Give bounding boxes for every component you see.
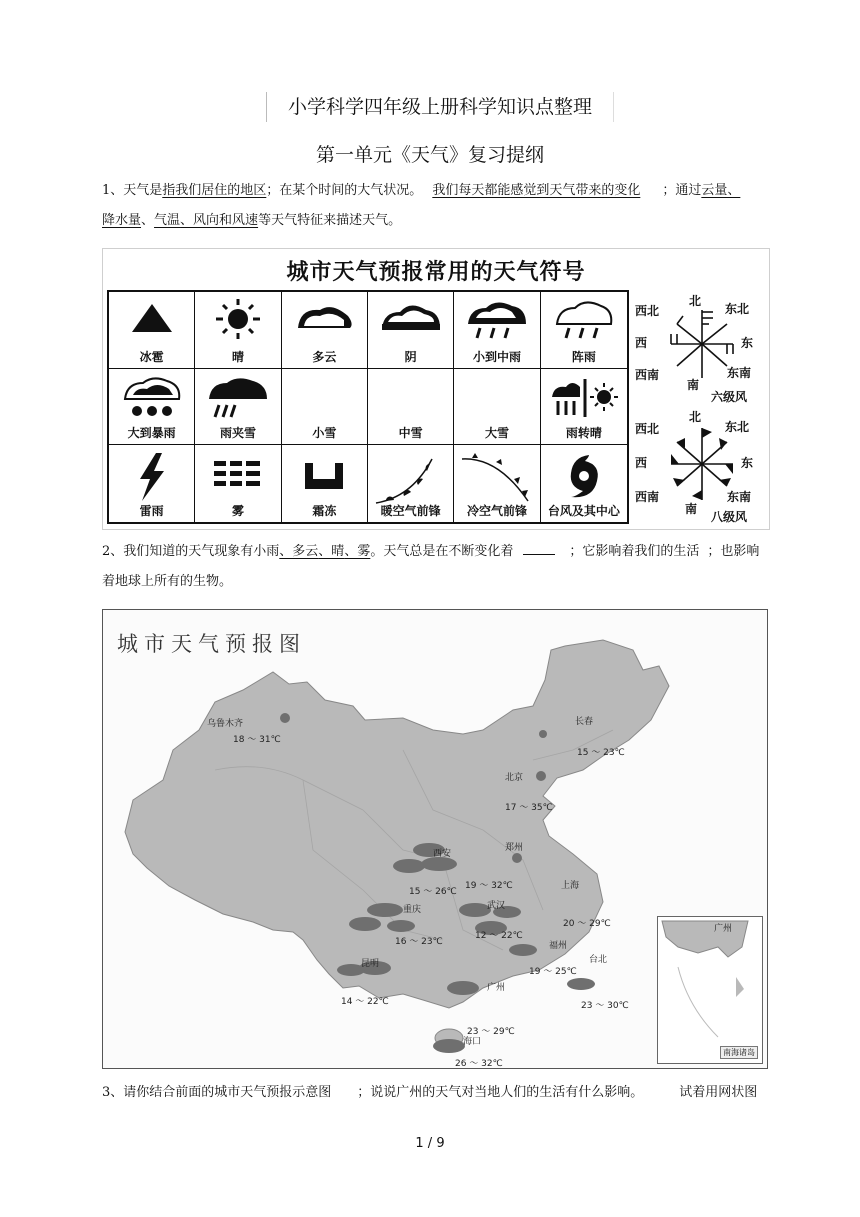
- wind-label: 西北: [635, 422, 660, 436]
- wind-label: 东北: [725, 420, 750, 434]
- symbol-cell: [282, 292, 368, 369]
- p3-text: ；说说广州的天气对当地人们的生活有什么影响。: [357, 1085, 644, 1100]
- inset-map-shape: [658, 917, 762, 1063]
- wind-label: 东: [741, 456, 754, 470]
- city-temp: 26 ～ 32℃: [455, 1059, 503, 1069]
- paragraph-1: [102, 176, 772, 236]
- wind-label: 西南: [635, 368, 660, 382]
- weather-forecast-map: [102, 609, 768, 1069]
- symbol-label: 大雪: [484, 426, 509, 441]
- symbol-label: 雷雨: [139, 503, 164, 518]
- symbol-label: 台风及其中心: [547, 503, 620, 518]
- wind-label: 西: [635, 336, 648, 350]
- symbol-label: 雨转晴: [565, 426, 602, 441]
- wind-label: 南: [685, 502, 698, 516]
- p2-text: 2、我们知道的天气现象有小雨: [102, 544, 280, 559]
- city-temp: 12 ～ 22℃: [475, 931, 523, 941]
- p2-text: ；也影响: [707, 544, 760, 559]
- city-temp: 17 ～ 35℃: [505, 803, 553, 813]
- frost-icon: [299, 451, 349, 495]
- showers-icon: [551, 298, 617, 342]
- city-label: 上海: [561, 881, 580, 891]
- city-temp: 19 ～ 32℃: [465, 881, 513, 891]
- symbol-cell: [282, 445, 368, 522]
- wind-label: 东南: [727, 366, 752, 380]
- p1-text: ；通过: [662, 183, 702, 198]
- symbol-label: 中雪: [398, 426, 423, 441]
- symbol-label: 暖空气前锋: [380, 503, 441, 518]
- city-label: 郑州: [505, 843, 524, 853]
- city-label: 福州: [549, 941, 568, 951]
- symbol-cell: [109, 445, 195, 522]
- fill-blank: [523, 542, 555, 555]
- city-label: 台北: [589, 955, 608, 965]
- p2-underline: 、多云: [279, 544, 319, 559]
- page-number: 1 / 9: [415, 1136, 445, 1151]
- map-title: 城市天气预报图: [117, 632, 306, 656]
- symbol-cell: [195, 369, 281, 446]
- city-label: 乌鲁木齐: [207, 719, 244, 729]
- city-temp: 23 ～ 29℃: [467, 1027, 515, 1037]
- sleet-icon: [205, 375, 271, 421]
- city-label: 重庆: [403, 905, 422, 915]
- p1-text: ；在某个时间的大气状况。: [266, 183, 423, 198]
- symbol-cell: [541, 292, 627, 369]
- symbol-cell: [109, 292, 195, 369]
- wind-label: 八级风: [711, 510, 748, 524]
- rain-to-sunny-icon: [548, 375, 620, 419]
- symbol-cell: [454, 369, 540, 446]
- typhoon-icon: [559, 451, 609, 501]
- wind-label: 东南: [727, 490, 752, 504]
- south-china-sea-inset: [657, 916, 763, 1064]
- symbol-cell: [368, 445, 454, 522]
- p1-text: 等天气特征来描述天气。: [258, 213, 402, 228]
- symbol-cell: [368, 369, 454, 446]
- p2-text: 。天气总是在不断变化着: [370, 544, 514, 559]
- symbol-cell: [109, 369, 195, 446]
- symbol-label: 冷空气前锋: [466, 503, 527, 518]
- wind-label: 西北: [635, 304, 660, 318]
- symbol-label: 冰雹: [139, 349, 164, 364]
- symbol-label: 小雪: [312, 426, 337, 441]
- symbol-cell: [541, 369, 627, 446]
- city-label: 广州: [487, 983, 506, 993]
- wind-diagrams: [631, 290, 765, 524]
- symbol-cell: [454, 445, 540, 522]
- city-label: 海口: [463, 1037, 482, 1047]
- symbol-label: 大到暴雨: [127, 426, 176, 441]
- p2-underline: 、晴: [318, 544, 345, 559]
- wind-label: 东北: [725, 302, 750, 316]
- city-label: 昆明: [361, 959, 380, 969]
- symbol-label: 多云: [312, 349, 337, 364]
- city-temp: 20 ～ 29℃: [563, 919, 611, 929]
- p1-text: 、: [141, 213, 155, 228]
- p2-underline: 、雾: [344, 544, 371, 559]
- partly-cloudy-icon: [292, 298, 356, 338]
- symbol-label: 阵雨: [571, 349, 596, 364]
- symbol-cell: [282, 369, 368, 446]
- city-temp: 15 ～ 26℃: [409, 887, 457, 897]
- p2-text: ；它影响着我们的生活: [569, 544, 700, 559]
- overcast-icon: [378, 298, 444, 338]
- symbol-cell: [541, 445, 627, 522]
- sunny-icon: [208, 298, 268, 340]
- city-temp: 23 ～ 30℃: [581, 1001, 629, 1011]
- paragraph-3: [102, 1078, 778, 1108]
- symbol-cell: [454, 292, 540, 369]
- symbol-label: 小到中雨: [472, 349, 521, 364]
- wind-label: 六级风: [711, 390, 748, 404]
- city-label: 武汉: [487, 901, 506, 911]
- symbol-label: 霜冻: [312, 503, 337, 518]
- wind-label: 北: [689, 410, 702, 424]
- symbol-cell: [195, 445, 281, 522]
- city-temp: 15 ～ 23℃: [577, 748, 625, 758]
- symbol-grid: [107, 290, 629, 524]
- weather-symbol-figure: [102, 248, 770, 530]
- thunderstorm-icon: [132, 451, 172, 503]
- wind-label: 北: [689, 294, 702, 308]
- city-label: 长春: [575, 717, 594, 727]
- symbol-label: 雨夹雪: [219, 426, 256, 441]
- cold-front-icon: [458, 451, 538, 505]
- city-temp: 16 ～ 23℃: [395, 937, 443, 947]
- symbol-figure-title: 城市天气预报常用的天气符号: [286, 260, 586, 285]
- p1-underline: 我们每天都能感觉到天气带来的变化: [432, 183, 641, 198]
- inset-city-label: 广州: [714, 924, 733, 934]
- symbol-label: 雾: [231, 503, 244, 518]
- p1-underline: 、风向和风速: [180, 213, 259, 228]
- symbol-label: 晴: [231, 349, 244, 364]
- symbol-cell: [195, 292, 281, 369]
- wind-level-6-icon: [657, 304, 747, 384]
- p3-text: 3、请你结合前面的城市天气预报示意图: [102, 1085, 332, 1100]
- p2-text: 着地球上所有的生物。: [102, 574, 233, 589]
- wind-label: 西南: [635, 490, 660, 504]
- city-label: 西安: [433, 849, 452, 859]
- p1-underline: 气温: [154, 213, 181, 228]
- p3-text: 试着用网状图: [679, 1085, 758, 1100]
- city-temp: 18 ～ 31℃: [233, 735, 281, 745]
- wind-label: 东: [741, 336, 754, 350]
- p1-text: 1、天气是: [102, 183, 163, 198]
- wind-level-8-icon: [657, 422, 747, 506]
- p1-underline: 云量、: [701, 183, 741, 198]
- city-temp: 19 ～ 25℃: [529, 967, 577, 977]
- paragraph-2: [102, 537, 778, 597]
- symbol-cell: [368, 292, 454, 369]
- city-label: 北京: [505, 773, 524, 783]
- light-moderate-rain-icon: [464, 298, 530, 342]
- hail-icon: [127, 298, 177, 338]
- inset-label: 南海诸岛: [720, 1046, 758, 1059]
- document-title: 小学科学四年级上册科学知识点整理: [266, 92, 614, 122]
- p1-underline: 降水量: [102, 213, 142, 228]
- warm-front-icon: [372, 451, 452, 505]
- wind-label: 西: [635, 456, 648, 470]
- city-temp: 14 ～ 22℃: [341, 997, 389, 1007]
- heavy-rain-icon: [119, 375, 185, 421]
- fog-icon: [210, 451, 266, 495]
- p1-underline: 指我们居住的地区: [162, 183, 267, 198]
- unit-subtitle: 第一单元《天气》复习提纲: [315, 144, 544, 166]
- symbol-label: 阴: [404, 349, 417, 364]
- wind-label: 南: [687, 378, 700, 392]
